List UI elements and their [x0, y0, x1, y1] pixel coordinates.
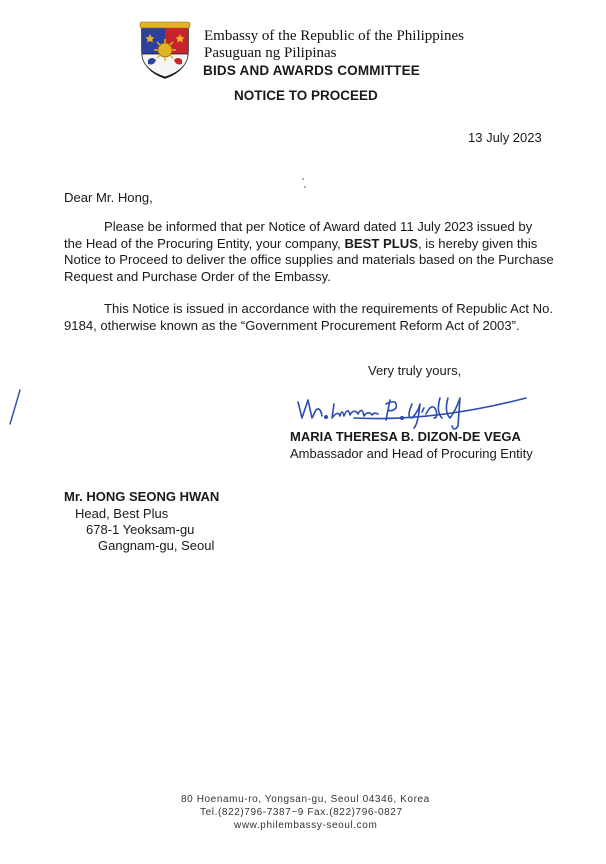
scan-speck — [304, 186, 306, 188]
footer-phones: Tel.(822)796-7387~9 Fax.(822)796-0827 — [200, 807, 403, 818]
letterhead-filipino-name: Pasuguan ng Pilipinas — [204, 45, 337, 61]
paragraph-republic-act — [64, 301, 554, 334]
letter-date: 13 July 2023 — [468, 130, 542, 145]
paragraph1-before: Please be informed that per Notice of Award dated 11 July 2023 issued by the Head of the Procuring Entity, your company, — [64, 219, 533, 251]
recipient-street: 678-1 Yeoksam-gu — [86, 522, 195, 537]
letterhead-embassy-name: Embassy of the Republic of the Philippines — [204, 28, 464, 44]
closing: Very truly yours, — [368, 363, 462, 378]
letterhead-committee: BIDS AND AWARDS COMMITTEE — [203, 63, 420, 78]
paragraph1-after: , is hereby given this Notice to Proceed to deliver the office supplies and materials based on the Purchase Request and Purchase Order of the Embassy. — [64, 235, 554, 284]
scan-speck — [302, 178, 304, 180]
company-name: BEST PLUS — [344, 235, 418, 251]
notice-title: NOTICE TO PROCEED — [234, 88, 378, 103]
footer-address: 80 Hoenamu-ro, Yongsan-gu, Seoul 04346, Korea — [181, 794, 430, 805]
signer-title: Ambassador and Head of Procuring Entity — [290, 446, 533, 461]
footer-website: www.philembassy-seoul.com — [234, 820, 378, 831]
salutation: Dear Mr. Hong, — [64, 190, 153, 205]
handwritten-signature — [294, 388, 528, 432]
recipient-position: Head, Best Plus — [75, 506, 169, 521]
paragraph2-text: This Notice is issued in accordance with the requirements of Republic Act No. 9184, otherwise known as the “Government Procurement Reform Act of 2003”. — [64, 301, 554, 333]
recipient-name: Mr. HONG SEONG HWAN — [64, 489, 220, 504]
paragraph-notice-of-award — [64, 219, 554, 285]
recipient-city: Gangnam-gu, Seoul — [98, 538, 215, 553]
philippine-seal-icon — [136, 20, 194, 80]
margin-pen-mark — [4, 388, 28, 428]
signer-name: MARIA THERESA B. DIZON-DE VEGA — [290, 429, 521, 444]
